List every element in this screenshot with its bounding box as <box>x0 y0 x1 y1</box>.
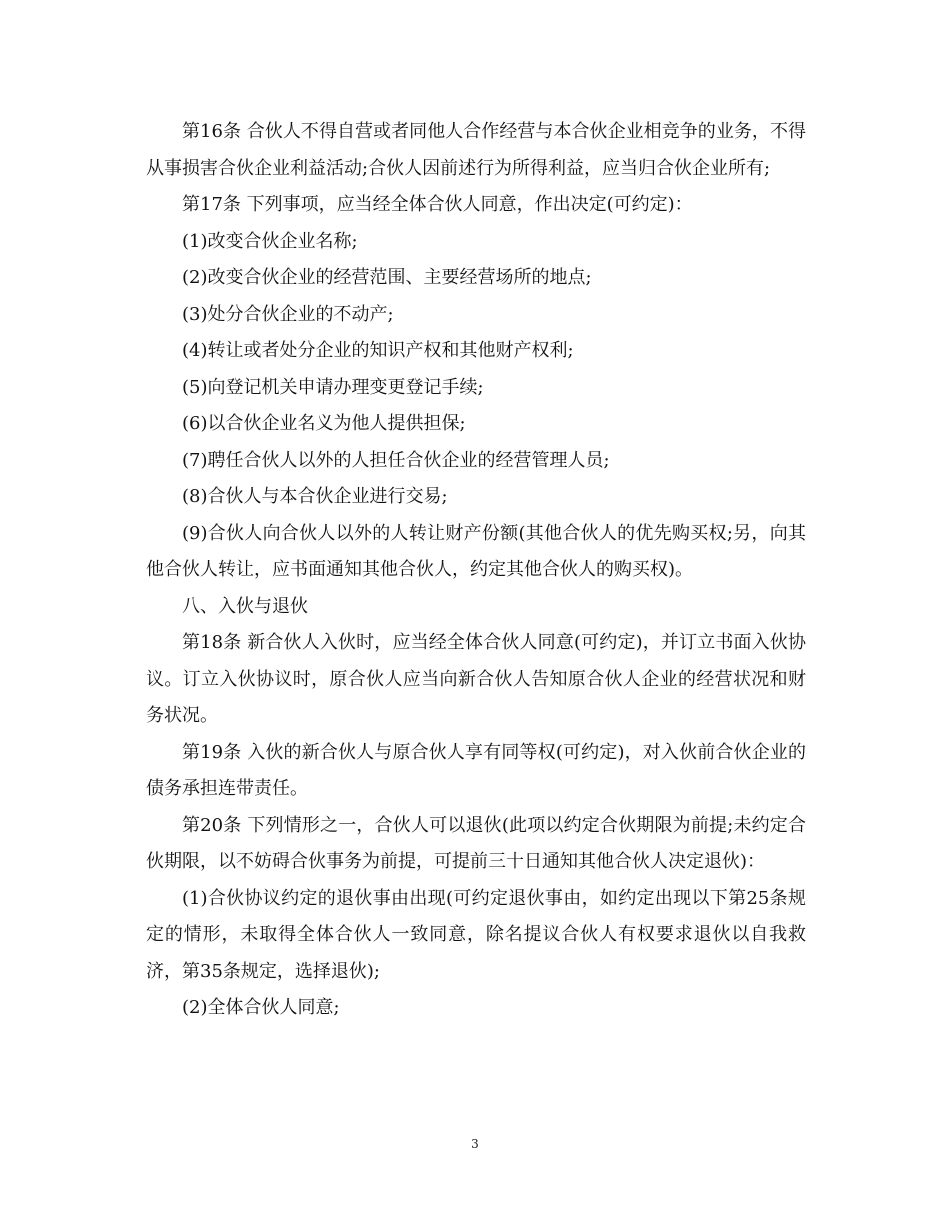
list-item-17-8: (8)合伙人与本合伙企业进行交易; <box>182 486 448 507</box>
list-item-17-3: (3)处分合伙企业的不动产; <box>182 303 394 325</box>
page-number: 3 <box>471 1137 479 1151</box>
list-item-17-7: (7)聘任合伙人以外的人担任合伙企业的经营管理人员; <box>182 449 610 471</box>
list-item-17-2: (2)改变合伙企业的经营范围、主要经营场所的地点; <box>182 267 592 288</box>
document-body <box>146 114 806 1027</box>
paragraph-article-18: 第18条 新合伙人入伙时，应当经全体合伙人同意(可约定)，并订立书面入伙协议。订立入伙协议时，原合伙人应当向新合伙人告知原合伙人企业的经营状况和财务状况。 <box>146 632 806 726</box>
list-item-17-1: (1)改变合伙企业名称; <box>182 230 358 252</box>
list-item-20-2: (2)全体合伙人同意; <box>182 997 340 1018</box>
list-item-17-9: (9)合伙人向合伙人以外的人转让财产份额(其他合伙人的优先购买权;另，向其他合伙人转让，应书面通知其他合伙人，约定其他合伙人的购买权)。 <box>146 522 806 580</box>
paragraph-article-17: 第17条 下列事项，应当经全体合伙人同意，作出决定(可约定)： <box>182 194 693 215</box>
paragraph-article-20: 第20条 下列情形之一，合伙人可以退伙(此项以约定合伙期限为前提;未约定合伙期限，以不妨碍合伙事务为前提，可提前三十日通知其他合伙人决定退伙)： <box>146 814 806 872</box>
section-heading-8: 八、入伙与退伙 <box>182 595 308 617</box>
list-item-17-4: (4)转让或者处分企业的知识产权和其他财产权利; <box>182 340 574 361</box>
paragraph-article-16: 第16条 合伙人不得自营或者同他人合作经营与本合伙企业相竞争的业务，不得从事损害合伙企业利益活动;合伙人因前述行为所得利益，应当归合伙企业所有; <box>146 121 806 179</box>
list-item-17-6: (6)以合伙企业名义为他人提供担保; <box>182 413 466 434</box>
list-item-20-1: (1)合伙协议约定的退伙事由出现(可约定退伙事由，如约定出现以下第25条规定的情形，未取得全体合伙人一致同意，除名提议合伙人有权要求退伙以自我救济，第35条规定，选择退伙); <box>146 887 806 982</box>
paragraph-article-19: 第19条 入伙的新合伙人与原合伙人享有同等权(可约定)，对入伙前合伙企业的债务承担连带责任。 <box>146 741 806 799</box>
list-item-17-5: (5)向登记机关申请办理变更登记手续; <box>182 376 484 398</box>
